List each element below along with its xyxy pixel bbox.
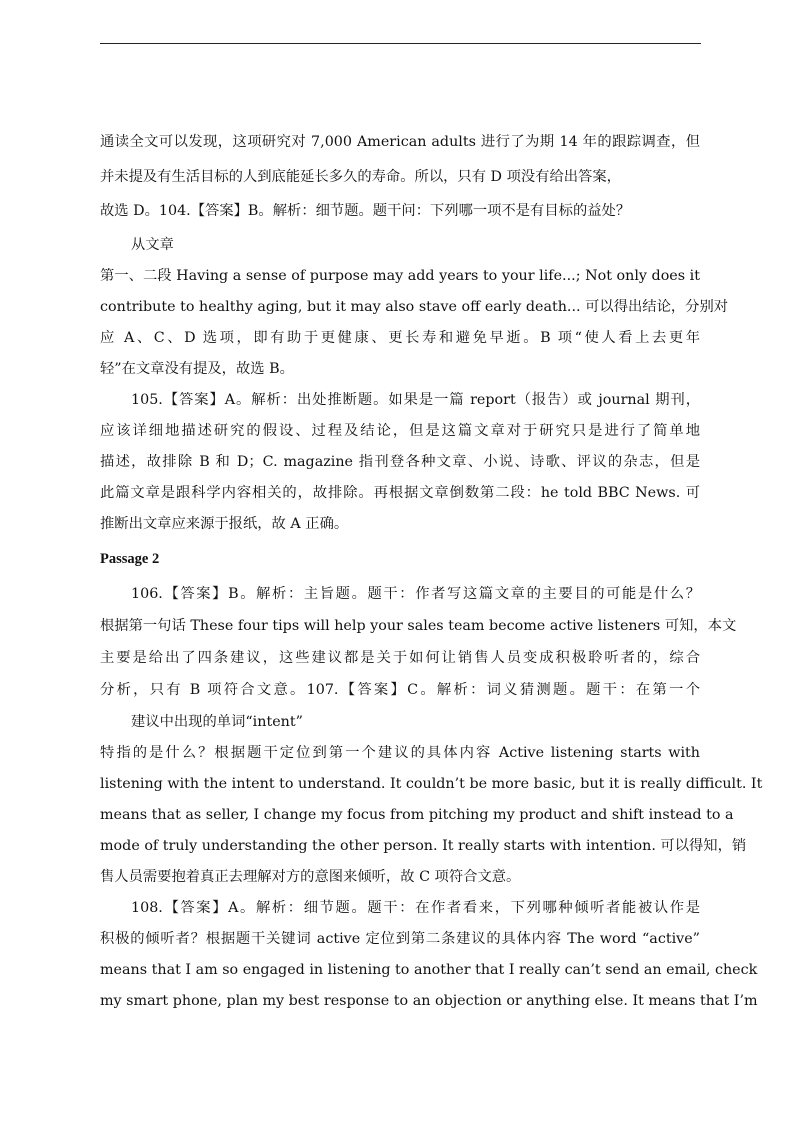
text-line: 分析，只有 B 项符合文意。107.【答案】C。解析：词义猜测题。题干：在第一个 <box>100 682 700 698</box>
text-line: 售人员需要抱着真正去理解对方的意图来倾听，故 C 项符合文意。 <box>100 869 521 885</box>
text-line: contribute to healthy aging, but it may also stave off early death... 可以得出结论，分别对 <box>100 299 729 315</box>
text-line: mode of truly understanding the other person. It really starts with intention. 可以得知，销 <box>100 838 747 854</box>
text-line: 描述，故排除 B 和 D；C. magazine 指刊登各种文章、小说、诗歌、评议的杂志，但是 <box>100 454 700 470</box>
text-line: 特指的是什么？根据题干定位到第一个建议的具体内容 Active listening starts with <box>100 745 700 761</box>
text-line: 轻”在文章没有提及，故选 B。 <box>100 361 294 377</box>
text-line: 根据第一句话 These four tips will help your sales team become active listeners 可知，本文 <box>100 618 737 634</box>
text-line: 积极的倾听者？根据题干关键词 active 定位到第二条建议的具体内容 The word “active” <box>100 931 700 947</box>
text-line: means that I am so engaged in listening to another that I really can’t send an email, check <box>100 962 758 978</box>
text-line: 106.【答案】B。解析：主旨题。题干：作者写这篇文章的主要目的可能是什么？ <box>131 586 700 602</box>
text-line: 105.【答案】A。解析：出处推断题。如果是一篇 report（报告）或 journal 期刊， <box>131 392 700 408</box>
text-line: listening with the intent to understand. It couldn’t be more basic, but it is really difficult. It <box>100 776 763 792</box>
text-line: 此篇文章是跟科学内容相关的，故排除。再根据文章倒数第二段：he told BBC News. 可 <box>100 485 700 501</box>
text-line: 并未提及有生活目标的人到底能延长多久的寿命。所以，只有 D 项没有给出答案， <box>100 169 621 185</box>
text-line: means that as seller, I change my focus from pitching my product and shift instead to a <box>100 807 734 823</box>
text-line: 主要是给出了四条建议，这些建议都是关于如何让销售人员变成积极聆听者的，综合 <box>100 650 700 666</box>
header-rule <box>100 43 701 44</box>
text-line: 推断出文章应来源于报纸，故 A 正确。 <box>100 516 349 532</box>
text-line: 从文章 <box>131 237 174 253</box>
text-line: 应该详细地描述研究的假设、过程及结论，但是这篇文章对于研究只是进行了简单地 <box>100 423 700 439</box>
text-line: 应 A、C、D 选项，即有助于更健康、更长寿和避免早逝。B 项“使人看上去更年 <box>100 330 700 346</box>
section-heading: Passage 2 <box>100 551 160 567</box>
text-line: 108.【答案】A。解析：细节题。题干：在作者看来，下列哪种倾听者能被认作是 <box>131 900 700 916</box>
text-line: 通读全文可以发现，这项研究对 7,000 American adults 进行了为期 14 年的跟踪调查，但 <box>100 134 700 150</box>
text-line: 建议中出现的单词“intent” <box>131 714 303 730</box>
text-line: 第一、二段 Having a sense of purpose may add years to your life...; Not only does it <box>100 268 700 284</box>
text-line: 故选 D。104.【答案】B。解析：细节题。题干问：下列哪一项不是有目标的益处？ <box>100 203 631 219</box>
text-line: my smart phone, plan my best response to an objection or anything else. It means that I’m <box>100 993 758 1009</box>
